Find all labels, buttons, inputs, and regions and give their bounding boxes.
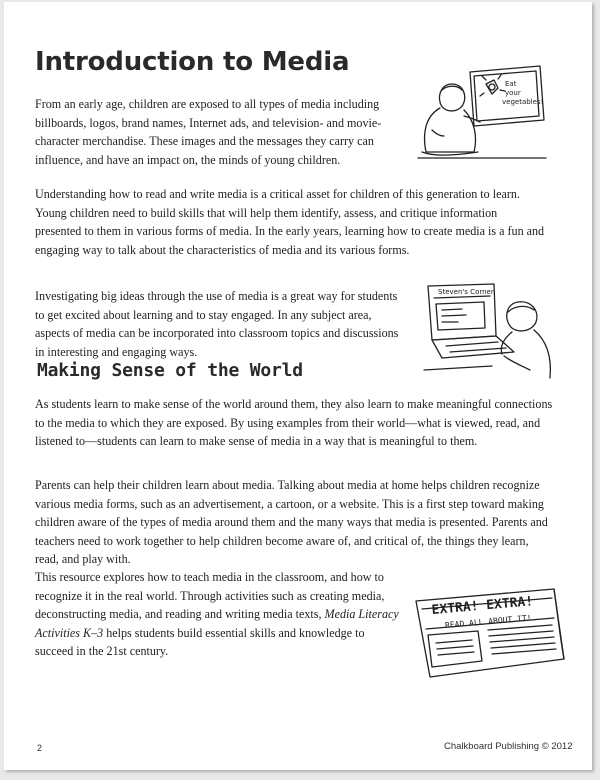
newspaper-headline: EXTRA! EXTRA! [431,594,534,619]
paragraph-text-before: This resource explores how to teach media in the classroom, and how to recognize it in the real world. Through activities such as creating media, deconstructing media, and reading and writing media texts, [35,570,385,622]
tv-text-line-2: your [505,89,521,97]
intro-paragraph-1: From an early age, children are exposed to all types of media including billboards, logos, brand names, Internet ads, and television- and movie-character merchandise. These images and the messages they carry can influence, and have an impact on, the minds of young children. [35,97,382,167]
newspaper-subhead: READ ALL ABOUT IT! [444,613,532,630]
page-title: Introduction to Media [35,47,350,77]
laptop-screen-text: Steven's Corner [438,288,494,296]
intro-paragraph-2: Understanding how to read and write media is a critical asset for children of this generation to learn. Young children need to build skills that will help them identify, assess, and critique information presented to them in various forms of media. In the early years, learning how to create media is a fun and engaging way to talk about the characteristics of media and its various forms. [35,187,545,257]
section-paragraph-2: Parents can help their children learn about media. Talking about media at home helps children recognize various media forms, such as an advertisement, a cartoon, or a website. This is a first step toward making children aware of the types of media around them and the many ways that media is presented. Parents and teachers need to work together to help children become aware of, and critical of, the things they learn, read, and play with. [35,478,548,567]
section-heading: Making Sense of the World [37,360,303,381]
child-watching-tv-illustration [412,60,552,170]
section-paragraph-1: As students learn to make sense of the world around them, they also learn to make meaningful connections to the media to which they are exposed. By using examples from their world—what is viewed, read, and listened to—students can learn to make sense of media in a way that is meaningful to them. [35,397,553,449]
tv-text-line-1: Eat [505,80,517,88]
book-title: Media Literacy Activities K–3 [35,607,399,640]
paragraph-text-after: helps students build essential skills and knowledge to succeed in the 21st century. [35,625,365,659]
publisher-footer: Chalkboard Publishing © 2012 [444,741,573,752]
page-number: 2 [37,743,43,753]
child-at-laptop-illustration [422,282,554,382]
tv-text-line-3: vegetables! [502,98,544,106]
section-paragraph-3 [35,568,403,661]
newspaper-illustration [412,587,568,683]
intro-paragraph-3: Investigating big ideas through the use of media is a great way for students to get excited about learning and to stay engaged. In any subject area, aspects of media can be incorporated into classroom topics and discussions in interesting and engaging ways. [35,289,399,359]
document-page [4,2,592,770]
